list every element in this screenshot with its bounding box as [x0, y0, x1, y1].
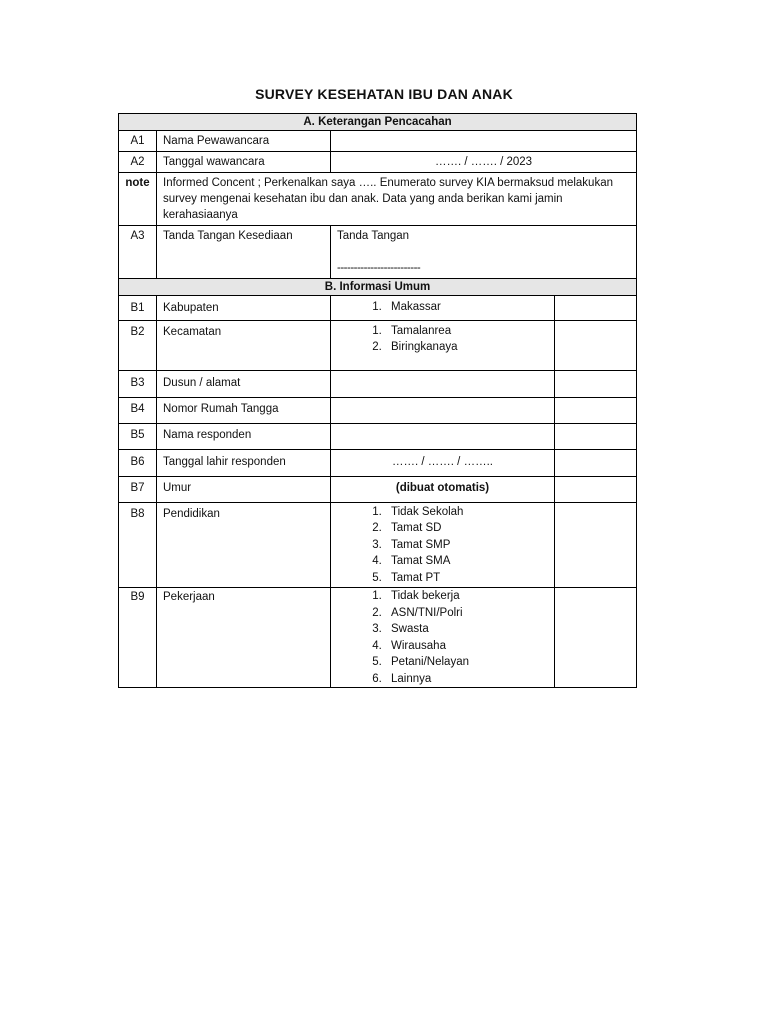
- row-label: Tanda Tangan Kesediaan: [157, 226, 331, 279]
- survey-form-table: [118, 113, 637, 688]
- education-answer-box[interactable]: [555, 502, 637, 588]
- row-label: Dusun / alamat: [157, 370, 331, 397]
- option-item[interactable]: 5. Petani/Nelayan: [385, 654, 548, 671]
- option-item[interactable]: 3. Tamat SMP: [385, 537, 548, 554]
- row-code: note: [119, 173, 157, 226]
- row-code: B6: [119, 449, 157, 476]
- page-title: SURVEY KESEHATAN IBU DAN ANAK: [255, 86, 513, 102]
- row-a2: [119, 152, 637, 173]
- row-b5: [119, 423, 637, 449]
- row-b1: [119, 296, 637, 321]
- signature-field[interactable]: [331, 226, 637, 279]
- row-code: B5: [119, 423, 157, 449]
- interviewer-name-field[interactable]: [331, 131, 637, 152]
- option-list: [337, 504, 548, 587]
- section-a-heading: A. Keterangan Pencacahan: [119, 114, 637, 131]
- row-a3: [119, 226, 637, 279]
- row-label: Tanggal wawancara: [157, 152, 331, 173]
- respondent-name-answer-box[interactable]: [555, 423, 637, 449]
- row-code: B4: [119, 397, 157, 423]
- option-item[interactable]: 2. Tamat SD: [385, 520, 548, 537]
- row-code: A1: [119, 131, 157, 152]
- row-code: A3: [119, 226, 157, 279]
- education-options: [331, 502, 555, 588]
- birth-date-answer-box[interactable]: [555, 449, 637, 476]
- row-label: Kabupaten: [157, 296, 331, 321]
- interview-date-field[interactable]: ……. / ……. / 2023: [331, 152, 637, 173]
- row-note: [119, 173, 637, 226]
- option-item[interactable]: 1. Tamalanrea: [385, 323, 548, 340]
- section-b-heading: B. Informasi Umum: [119, 279, 637, 296]
- section-a-header: [119, 114, 637, 131]
- row-code: B9: [119, 588, 157, 688]
- row-label: Umur: [157, 476, 331, 502]
- row-code: B8: [119, 502, 157, 588]
- section-b-header: [119, 279, 637, 296]
- option-list: [337, 323, 548, 356]
- age-answer-box[interactable]: [555, 476, 637, 502]
- option-item[interactable]: 2. ASN/TNI/Polri: [385, 605, 548, 622]
- district-answer-box[interactable]: [555, 296, 637, 321]
- row-label: Pekerjaan: [157, 588, 331, 688]
- row-label: Kecamatan: [157, 320, 331, 370]
- option-item[interactable]: 4. Wirausaha: [385, 638, 548, 655]
- birth-date-field[interactable]: ……. / ……. / ……..: [331, 449, 555, 476]
- option-item[interactable]: 3. Swasta: [385, 621, 548, 638]
- option-list: [337, 588, 548, 687]
- option-item[interactable]: 1. Makassar: [385, 299, 548, 316]
- row-code: B3: [119, 370, 157, 397]
- row-label: Nama responden: [157, 423, 331, 449]
- row-code: A2: [119, 152, 157, 173]
- row-label: Nomor Rumah Tangga: [157, 397, 331, 423]
- occupation-options: [331, 588, 555, 688]
- row-label: Pendidikan: [157, 502, 331, 588]
- row-b3: [119, 370, 637, 397]
- row-b6: [119, 449, 637, 476]
- row-code: B7: [119, 476, 157, 502]
- respondent-name-field[interactable]: [331, 423, 555, 449]
- option-item[interactable]: 4. Tamat SMA: [385, 553, 548, 570]
- row-label: Nama Pewawancara: [157, 131, 331, 152]
- signature-line: -------------------------: [337, 262, 421, 274]
- subdistrict-options: [331, 320, 555, 370]
- district-options: [331, 296, 555, 321]
- row-a1: [119, 131, 637, 152]
- household-number-field[interactable]: [331, 397, 555, 423]
- option-item[interactable]: 6. Lainnya: [385, 671, 548, 688]
- row-b7: [119, 476, 637, 502]
- subdistrict-answer-box[interactable]: [555, 320, 637, 370]
- occupation-answer-box[interactable]: [555, 588, 637, 688]
- option-item[interactable]: 5. Tamat PT: [385, 570, 548, 587]
- signature-label: Tanda Tangan: [337, 230, 410, 242]
- row-b4: [119, 397, 637, 423]
- address-field[interactable]: [331, 370, 555, 397]
- household-number-answer-box[interactable]: [555, 397, 637, 423]
- address-answer-box[interactable]: [555, 370, 637, 397]
- option-item[interactable]: 2. Biringkanaya: [385, 339, 548, 356]
- option-item[interactable]: 1. Tidak Sekolah: [385, 504, 548, 521]
- row-label: Tanggal lahir responden: [157, 449, 331, 476]
- row-b2: [119, 320, 637, 370]
- row-b9: [119, 588, 637, 688]
- age-field: (dibuat otomatis): [331, 476, 555, 502]
- option-list: [337, 299, 548, 316]
- informed-consent-text: Informed Concent ; Perkenalkan saya ….. Enumerato survey KIA bermaksud melakukan survey mengenai kesehatan ibu dan anak. Data yang anda berikan kami jamin kerahasiaanya: [157, 173, 637, 226]
- option-item[interactable]: 1. Tidak bekerja: [385, 588, 548, 605]
- row-code: B2: [119, 320, 157, 370]
- row-b8: [119, 502, 637, 588]
- row-code: B1: [119, 296, 157, 321]
